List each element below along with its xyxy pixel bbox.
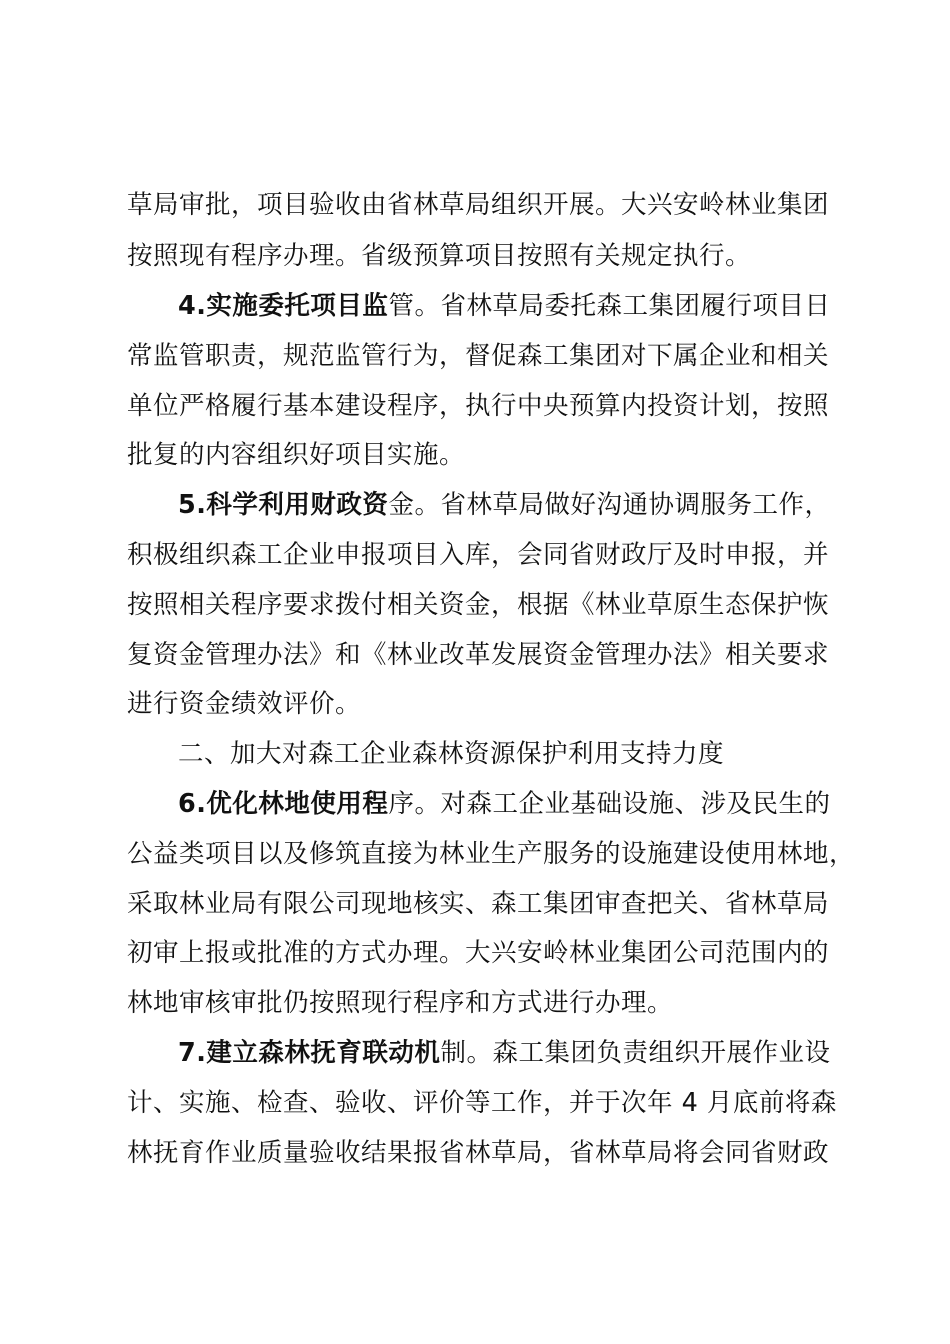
section-item-7 — [178, 1035, 830, 1071]
item-heading: 6.优化林地使用程 — [178, 789, 389, 819]
paragraph-line: 计、实施、检查、验收、评价等工作，并于次年 4 月底前将森 — [127, 1088, 837, 1118]
paragraph-line: 常监管职责，规范监管行为，督促森工集团对下属企业和相关 — [127, 341, 830, 371]
section-item-4 — [178, 288, 830, 324]
paragraph-line: 公益类项目以及修筑直接为林业生产服务的设施建设使用林地， — [127, 839, 856, 869]
item-text: 金。省林草局做好沟通协调服务工作， — [388, 490, 831, 520]
paragraph-line: 初审上报或批准的方式办理。大兴安岭林业集团公司范围内的 — [127, 938, 830, 968]
section-item-6 — [178, 786, 830, 822]
item-heading: 7.建立森林抚育联动机 — [178, 1038, 441, 1068]
paragraph-line: 单位严格履行基本建设程序，执行中央预算内投资计划，按照 — [127, 391, 830, 421]
paragraph-line: 草局审批，项目验收由省林草局组织开展。大兴安岭林业集团 — [127, 190, 830, 220]
item-heading: 5.科学利用财政资 — [178, 490, 389, 520]
paragraph-line: 进行资金绩效评价。 — [127, 689, 362, 719]
item-text: 制。森工集团负责组织开展作业设 — [440, 1038, 831, 1068]
paragraph-line: 积极组织森工企业申报项目入库，会同省财政厅及时申报，并 — [127, 540, 830, 570]
item-text: 管。省林草局委托森工集团履行项目日 — [388, 291, 831, 321]
paragraph-line: 按照相关程序要求拨付相关资金，根据《林业草原生态保护恢 — [127, 590, 830, 620]
paragraph-line: 采取林业局有限公司现地核实、森工集团审查把关、省林草局 — [127, 889, 830, 919]
paragraph-line: 按照现有程序办理。省级预算项目按照有关规定执行。 — [127, 241, 752, 271]
paragraph-line: 林抚育作业质量验收结果报省林草局，省林草局将会同省财政 — [127, 1138, 830, 1168]
section-heading: 二、加大对森工企业森林资源保护利用支持力度 — [178, 739, 725, 769]
paragraph-line: 林地审核审批仍按照现行程序和方式进行办理。 — [127, 988, 674, 1018]
paragraph-line: 批复的内容组织好项目实施。 — [127, 440, 466, 470]
item-heading: 4.实施委托项目监 — [178, 291, 389, 321]
paragraph-line: 复资金管理办法》和《林业改革发展资金管理办法》相关要求 — [127, 640, 830, 670]
section-item-5 — [178, 487, 830, 523]
item-text: 序。对森工企业基础设施、涉及民生的 — [388, 789, 831, 819]
